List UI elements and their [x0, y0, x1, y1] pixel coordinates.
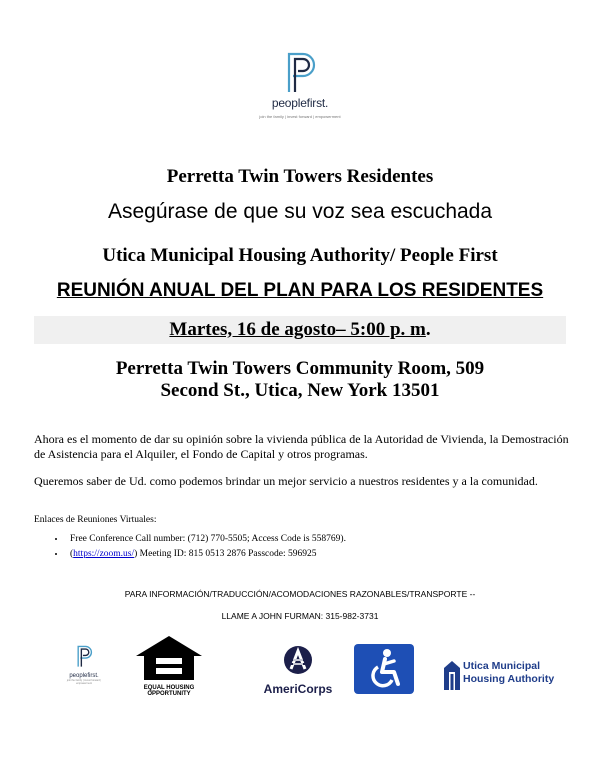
info-line: PARA INFORMACIÓN/TRADUCCIÓN/ACOMODACIONES RAZONABLES/TRANSPORTE -- — [124, 589, 476, 599]
umha-line-2: Housing Authority — [463, 673, 555, 685]
americorps-logo — [258, 645, 338, 696]
zoom-prefix: ( — [70, 549, 74, 559]
brand-name: peoplefirst. — [271, 96, 329, 110]
intro-paragraph: Ahora es el momento de dar su opinión sobre la vivienda pública de la Autoridad de Vivienda, la Demostración de Asistencia para el Alquiler, el Fondo de Capital y otros programas. — [34, 432, 569, 461]
zoom-meeting-info: ) Meeting ID: 815 0513 2876 Passcode: 596925 — [134, 549, 317, 559]
small-brand-name: peoplefirst. — [69, 673, 99, 679]
headline: Asegúrase de que su voz sea escuchada — [107, 200, 493, 223]
virtual-links-label: Enlaces de Reuniones Virtuales: — [34, 515, 157, 525]
meeting-date — [0, 319, 600, 341]
people-first-small-logo — [62, 644, 106, 685]
meeting-title: REUNIÓN ANUAL DEL PLAN PARA LOS RESIDENTES — [56, 280, 544, 301]
conference-call-item: • Free Conference Call number: (712) 770-5505; Access Code is 558769). — [66, 532, 346, 547]
eho-line-1: EQUAL HOUSING — [143, 685, 195, 691]
people-first-mark-icon — [283, 50, 317, 94]
meeting-venue — [0, 358, 600, 402]
americorps-name: AmeriCorps — [263, 682, 333, 696]
umha-name — [463, 660, 554, 686]
brand-tagline: join the family | invest forward | empowerment — [259, 114, 341, 119]
americorps-a-icon — [282, 645, 314, 675]
meeting-date-text: Martes, 16 de agosto– 5:00 p. m — [169, 319, 426, 340]
wheelchair-icon — [354, 644, 414, 694]
virtual-links-list — [52, 532, 346, 562]
umha-line-1: Utica Municipal — [463, 660, 541, 672]
eho-line-2: OPPORTUNITY — [147, 691, 191, 697]
zoom-item — [66, 547, 346, 562]
people-first-logo — [250, 50, 350, 140]
people-first-mark-small-icon — [75, 644, 93, 668]
small-brand-tagline: join the family | invest forward | empowerment — [66, 679, 102, 685]
venue-line-2: Second St., Utica, New York 13501 — [160, 380, 440, 401]
resident-title: Perretta Twin Towers Residentes — [166, 166, 434, 187]
contact-line: LLAME A JOHN FURMAN: 315-982-3731 — [221, 611, 379, 621]
meeting-date-suffix: . — [425, 319, 431, 340]
authority-name: Utica Municipal Housing Authority/ People First — [102, 245, 498, 266]
service-paragraph: Queremos saber de Ud. como podemos brindar un mejor servicio a nuestros residentes y a la comunidad. — [34, 474, 538, 488]
equal-housing-house-icon — [134, 634, 204, 680]
umha-house-icon — [443, 660, 461, 690]
zoom-link[interactable]: https://zoom.us/ — [73, 549, 135, 559]
venue-line-1: Perretta Twin Towers Community Room, 509 — [115, 358, 485, 379]
accessibility-logo — [354, 644, 414, 694]
equal-housing-logo — [134, 634, 204, 697]
